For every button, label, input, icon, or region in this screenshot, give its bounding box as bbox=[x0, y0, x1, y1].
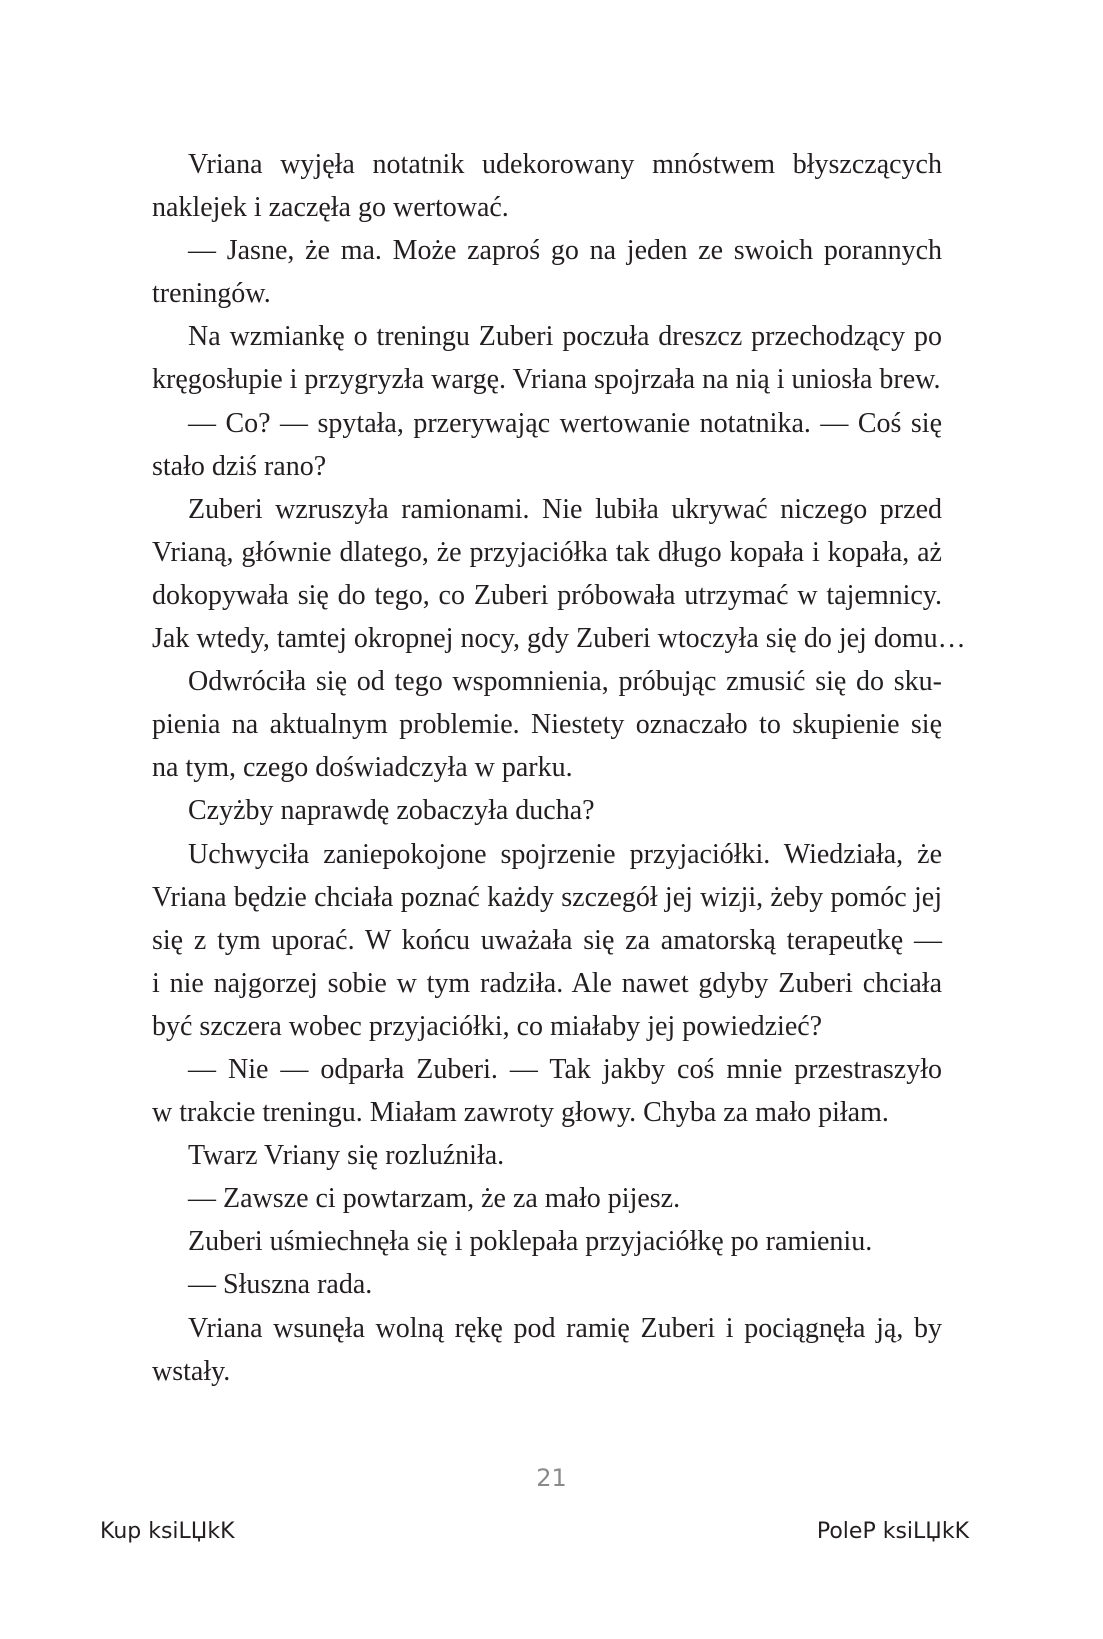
text-line: naklejek i zaczęła go wertować. bbox=[152, 192, 509, 224]
text-line: stało dziś rano? bbox=[152, 450, 327, 482]
text-line: Uchwyciła zaniepokojone spojrzenie przyjaciółki. Wiedziała, że bbox=[188, 838, 942, 870]
footer-recommend-link[interactable]: PoleP ksiLЏkK bbox=[816, 1519, 969, 1544]
text-line: — Słuszna rada. bbox=[188, 1269, 373, 1301]
page-number: 21 bbox=[536, 1464, 567, 1492]
text-line: treningów. bbox=[152, 278, 271, 310]
text-line: w trakcie treningu. Miałam zawroty głowy. Chyba za mało piłam. bbox=[152, 1097, 889, 1129]
text-line: Zuberi wzruszyła ramionami. Nie lubiła ukrywać niczego przed bbox=[188, 493, 942, 525]
text-line: kręgosłupie i przygryzła wargę. Vriana spojrzała na nią i uniosła brew. bbox=[152, 364, 941, 396]
footer-buy-link[interactable]: Kup ksiLЏkK bbox=[100, 1519, 235, 1544]
text-line: i nie najgorzej sobie w tym radziła. Ale nawet gdyby Zuberi chciała bbox=[152, 967, 942, 999]
text-line: Odwróciła się od tego wspomnienia, próbując zmusić się do sku- bbox=[188, 666, 942, 698]
text-line: — Zawsze ci powtarzam, że za mało pijesz. bbox=[188, 1183, 681, 1215]
text-line: Zuberi uśmiechnęła się i poklepała przyjaciółkę po ramieniu. bbox=[188, 1226, 873, 1258]
text-line: Jak wtedy, tamtej okropnej nocy, gdy Zuberi wtoczyła się do jej domu… bbox=[152, 623, 966, 655]
text-line: — Co? — spytała, przerywając wertowanie notatnika. — Coś się bbox=[188, 407, 942, 439]
text-line: Na wzmiankę o treningu Zuberi poczuła dreszcz przechodzący po bbox=[188, 321, 942, 353]
text-line: się z tym uporać. W końcu uważała się za amatorską terapeutkę — bbox=[152, 924, 942, 956]
text-line: pienia na aktualnym problemie. Niestety oznaczało to skupienie się bbox=[152, 709, 942, 741]
text-line: Twarz Vriany się rozluźniła. bbox=[188, 1140, 505, 1172]
text-line: — Jasne, że ma. Może zaproś go na jeden ze swoich porannych bbox=[188, 235, 942, 267]
text-line: wstały. bbox=[152, 1355, 231, 1387]
text-line: Vriana będzie chciała poznać każdy szczegół jej wizji, żeby pomóc jej bbox=[152, 881, 942, 913]
text-line: Vriana wsunęła wolną rękę pod ramię Zuberi i pociągnęła ją, by bbox=[188, 1312, 942, 1344]
text-line: Vrianą, głównie dlatego, że przyjaciółka tak długo kopała i kopała, aż bbox=[152, 536, 942, 568]
text-line: być szczera wobec przyjaciółki, co miałaby jej powiedzieć? bbox=[152, 1010, 823, 1042]
text-line: Czyżby naprawdę zobaczyła ducha? bbox=[188, 795, 595, 827]
body-text bbox=[152, 143, 966, 1393]
text-line: dokopywała się do tego, co Zuberi próbowała utrzymać w tajemnicy. bbox=[152, 579, 942, 611]
text-line: Vriana wyjęła notatnik udekorowany mnóstwem błyszczących bbox=[188, 149, 942, 180]
text-line: — Nie — odparła Zuberi. — Tak jakby coś mnie przestraszyło bbox=[188, 1053, 942, 1085]
text-line: na tym, czego doświadczyła w parku. bbox=[152, 752, 573, 784]
